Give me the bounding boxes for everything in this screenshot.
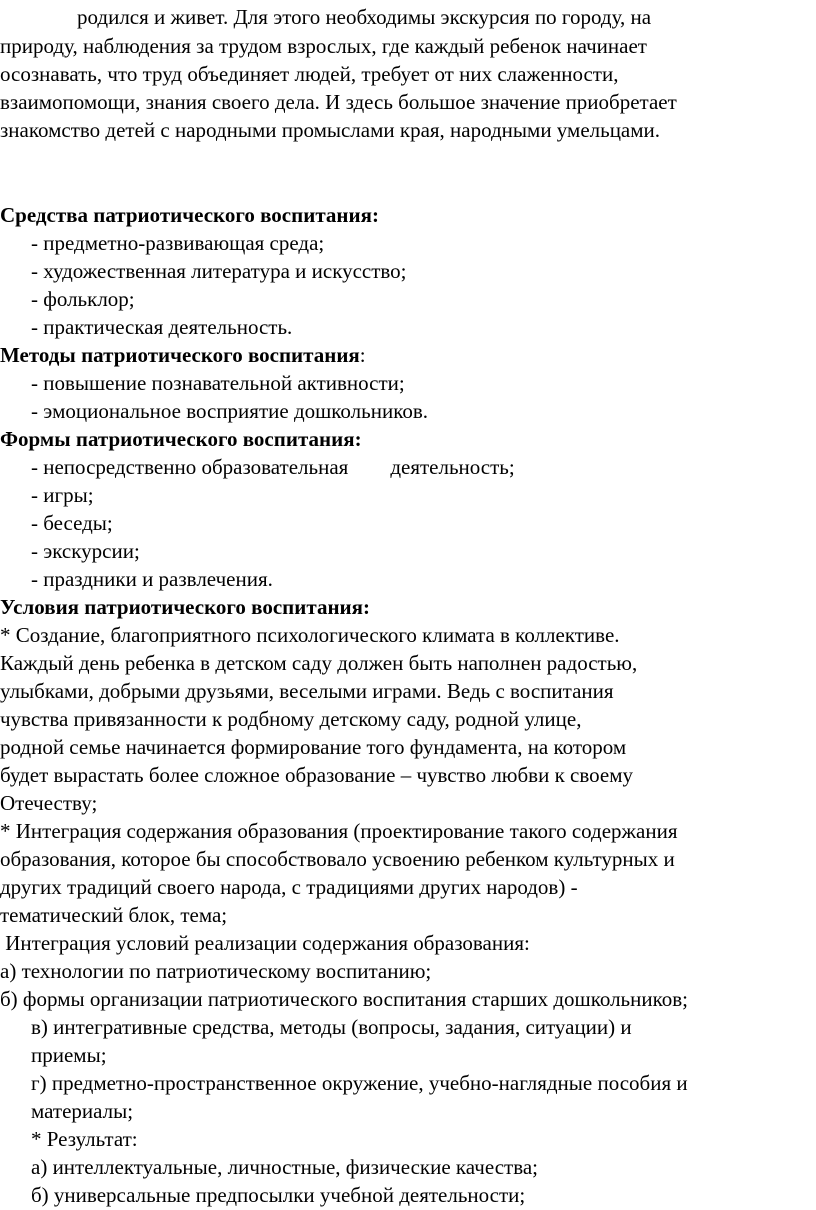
conditions-line: чувства привязанности к родбному детскому саду, родной улице, [0, 707, 582, 731]
conditions-line: тематический блок, тема; [0, 903, 228, 927]
conditions-line: Каждый день ребенка в детском саду должен быть наполнен радостью, [0, 651, 638, 675]
methods-heading-row [0, 341, 366, 369]
conditions-line: * Интеграция содержания образования (проектирование такого содержания [0, 819, 678, 843]
methods-item: - повышение познавательной активности; [31, 371, 405, 395]
indented-line: а) интеллектуальные, личностные, физические качества; [31, 1155, 538, 1179]
integration-item: а) технологии по патриотическому воспитанию; [0, 959, 432, 983]
forms-item: - праздники и развлечения. [31, 567, 273, 591]
means-item: - фольклор; [31, 287, 135, 311]
means-item: - практическая деятельность. [31, 315, 293, 339]
indented-line: б) универсальные предпосылки учебной деятельности; [31, 1183, 526, 1207]
indented-line: г) предметно-пространственное окружение, учебно-наглядные пособия и [31, 1071, 688, 1095]
conditions-line: образования, которое бы способствовало усвоению ребенком культурных и [0, 847, 675, 871]
means-item: - художественная литература и искусство; [31, 259, 407, 283]
integration-item: б) формы организации патриотического воспитания старших дошкольников; [0, 987, 688, 1011]
indented-line: * Результат: [31, 1127, 138, 1151]
conditions-line: других традиций своего народа, с традициями других народов) - [0, 875, 578, 899]
indented-line: в) интегративные средства, методы (вопросы, задания, ситуации) и [31, 1015, 632, 1039]
intro-line: родился и живет. Для этого необходимы экскурсия по городу, на [77, 5, 652, 29]
intro-line: взаимопомощи, знания своего дела. И здесь большое значение приобретает [0, 90, 677, 114]
conditions-line: * Создание, благоприятного психологического климата в коллективе. [0, 623, 620, 647]
conditions-heading: Условия патриотического воспитания: [0, 595, 370, 619]
methods-heading: Методы патриотического воспитания [0, 343, 360, 367]
forms-item: - экскурсии; [31, 539, 140, 563]
conditions-line: будет вырастать более сложное образование – чувство любви к своему [0, 763, 633, 787]
methods-heading-colon: : [359, 343, 366, 367]
forms-heading: Формы патриотического воспитания: [0, 427, 362, 451]
conditions-line: Отечеству; [0, 791, 98, 815]
intro-line: знакомство детей с народными промыслами края, народными умельцами. [0, 118, 661, 142]
conditions-line: улыбками, добрыми друзьями, веселыми играми. Ведь с воспитания [0, 679, 614, 703]
means-item: - предметно-развивающая среда; [31, 231, 325, 255]
methods-item: - эмоциональное восприятие дошкольников. [31, 399, 428, 423]
conditions-line: родной семье начинается формирование того фундамента, на котором [0, 735, 627, 759]
intro-line: природу, наблюдения за трудом взрослых, где каждый ребенок начинает [0, 34, 647, 58]
integration-line: Интеграция условий реализации содержания образования: [0, 931, 530, 955]
intro-line: осознавать, что труд объединяет людей, требует от них слаженности, [0, 62, 619, 86]
indented-line: приемы; [31, 1043, 107, 1067]
forms-item: - беседы; [31, 511, 113, 535]
means-heading: Средства патриотического воспитания: [0, 203, 379, 227]
forms-item: - непосредственно образовательная деятельность; [31, 455, 515, 479]
forms-item: - игры; [31, 483, 94, 507]
indented-line: материалы; [31, 1099, 134, 1123]
